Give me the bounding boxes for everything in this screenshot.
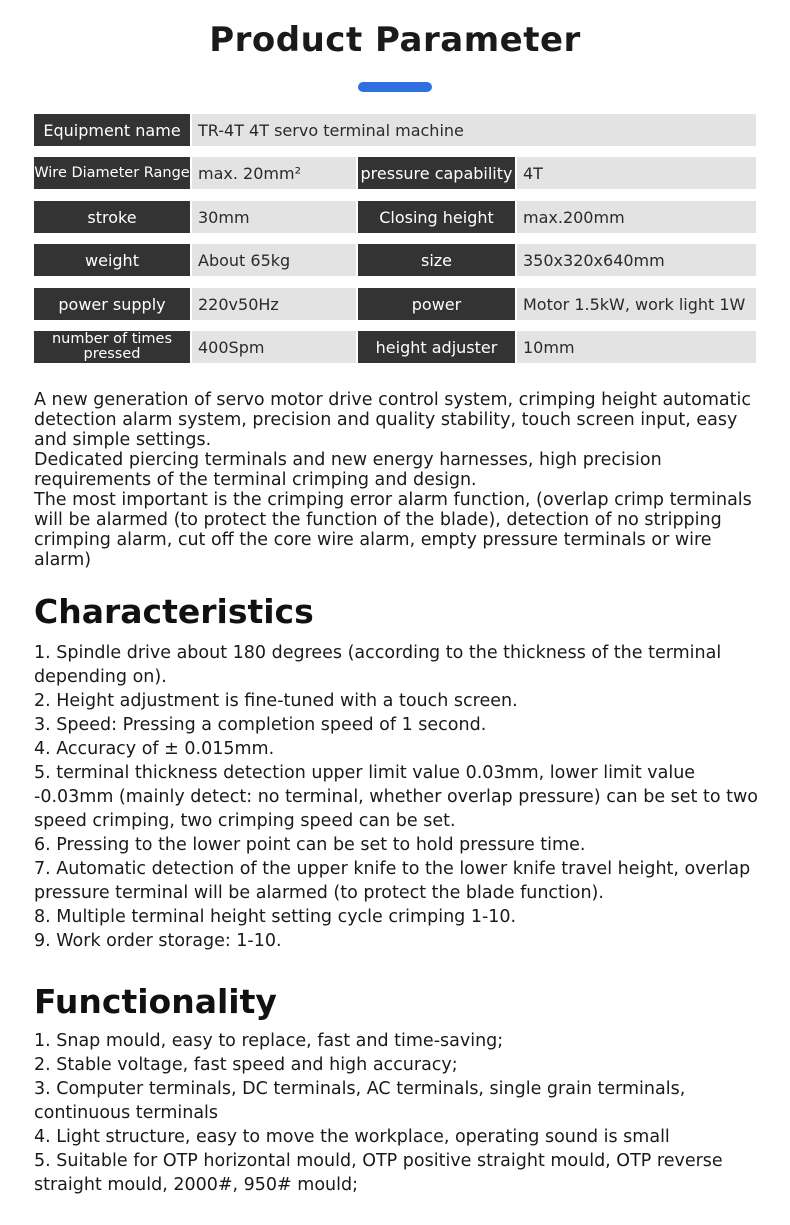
param-value-closing-height: max.200mm: [517, 201, 756, 233]
param-label-power: power: [358, 288, 515, 320]
param-label-stroke: stroke: [34, 201, 190, 233]
list-item: 5. Suitable for OTP horizontal mould, OTP positive straight mould, OTP reverse straight mould, 2000#, 950# mould;: [34, 1151, 723, 1195]
param-label-height-adjuster: height adjuster: [358, 331, 515, 363]
param-label-weight: weight: [34, 244, 190, 276]
intro-paragraph: The most important is the crimping error alarm function, (overlap crimp terminals will be alarmed (to protect the function of the blade), detection of no stripping crimping alarm, cut off the core wire alarm, empty pressure terminals or wire alarm): [34, 490, 752, 570]
list-item: 7. Automatic detection of the upper knife to the lower knife travel height, overlap pressure terminal will be alarmed (to protect the blade function).: [34, 859, 751, 903]
list-item: 4. Light structure, easy to move the workplace, operating sound is small: [34, 1127, 670, 1147]
intro-text: [34, 390, 758, 570]
list-item: 1. Spindle drive about 180 degrees (according to the thickness of the terminal depending on).: [34, 643, 722, 687]
list-item: 4. Accuracy of ± 0.015mm.: [34, 739, 275, 759]
param-label-power-supply: power supply: [34, 288, 190, 320]
list-item: 1. Snap mould, easy to replace, fast and time-saving;: [34, 1031, 504, 1051]
param-label-wire-diameter: Wire Diameter Range: [34, 157, 190, 189]
functionality-list: [34, 1029, 758, 1197]
param-label-size: size: [358, 244, 515, 276]
param-value-wire-diameter: max. 20mm²: [192, 157, 356, 189]
intro-paragraph: Dedicated piercing terminals and new energy harnesses, high precision requirements of the terminal crimping and design.: [34, 450, 662, 490]
list-item: 3. Computer terminals, DC terminals, AC terminals, single grain terminals, continuous terminals: [34, 1079, 686, 1123]
intro-paragraph: A new generation of servo motor drive control system, crimping height automatic detection alarm system, precision and quality stability, touch screen input, easy and simple settings.: [34, 390, 751, 450]
functionality-heading: Functionality: [34, 982, 277, 1021]
page-title: Product Parameter: [209, 20, 581, 60]
param-value-power-supply: 220v50Hz: [192, 288, 356, 320]
param-value-pressure-capability: 4T: [517, 157, 756, 189]
list-item: 2. Stable voltage, fast speed and high accuracy;: [34, 1055, 458, 1075]
param-value-size: 350x320x640mm: [517, 244, 756, 276]
param-label-equipment-name: Equipment name: [34, 114, 190, 146]
param-value-power: Motor 1.5kW, work light 1W: [517, 288, 756, 320]
param-value-height-adjuster: 10mm: [517, 331, 756, 363]
list-item: 3. Speed: Pressing a completion speed of 1 second.: [34, 715, 487, 735]
param-value-stroke: 30mm: [192, 201, 356, 233]
param-label-closing-height: Closing height: [358, 201, 515, 233]
param-value-weight: About 65kg: [192, 244, 356, 276]
list-item: 5. terminal thickness detection upper limit value 0.03mm, lower limit value -0.03mm (mainly detect: no terminal, whether overlap pressure) can be set to two speed crimping, two crimping speed can be set.: [34, 763, 758, 831]
param-value-times-pressed: 400Spm: [192, 331, 356, 363]
title-accent-bar: [358, 82, 432, 92]
param-label-pressure-capability: pressure capability: [358, 157, 515, 189]
characteristics-heading: Characteristics: [34, 592, 314, 631]
list-item: 8. Multiple terminal height setting cycle crimping 1-10.: [34, 907, 517, 927]
list-item: 9. Work order storage: 1-10.: [34, 931, 282, 951]
list-item: 6. Pressing to the lower point can be set to hold pressure time.: [34, 835, 586, 855]
param-value-equipment-name: TR-4T 4T servo terminal machine: [192, 114, 756, 146]
characteristics-list: [34, 641, 758, 953]
list-item: 2. Height adjustment is fine-tuned with a touch screen.: [34, 691, 518, 711]
param-label-times-pressed: number of times pressed: [34, 331, 190, 363]
